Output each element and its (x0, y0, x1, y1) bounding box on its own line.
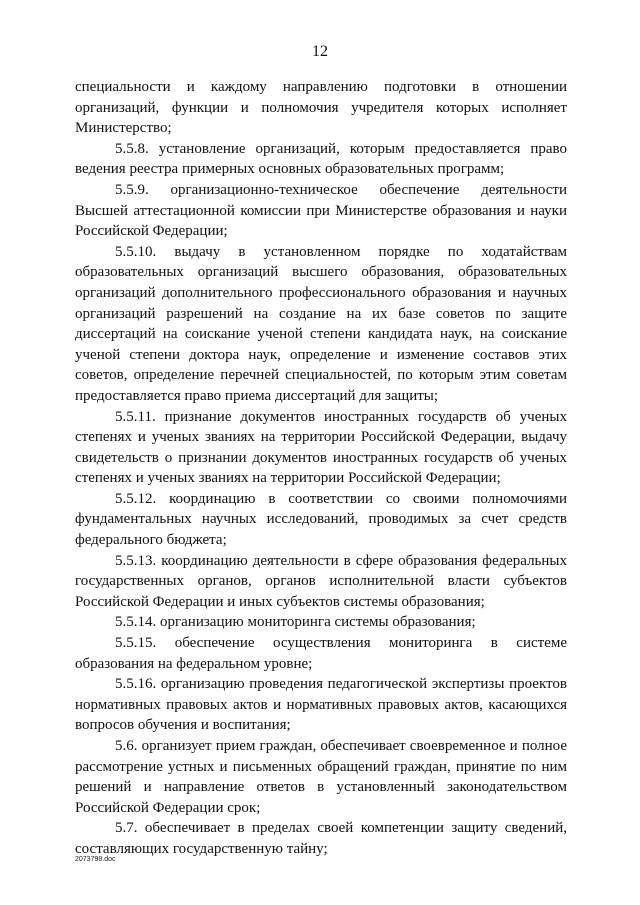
page-number: 12 (312, 43, 328, 60)
paragraph-continuation: специальности и каждому направлению подготовки в отношении организаций, функции и полномочия учредителя которых исполняет Министерство; (75, 79, 567, 137)
paragraph-5-5-8: 5.5.8. установление организаций, которым предоставляется право ведения реестра примерных основных образовательных программ; (75, 140, 567, 178)
paragraph-5-5-12: 5.5.12. координацию в соответствии со своими полномочиями фундаментальных научных исследований, проводимых за счет средств федерального бюджета; (75, 490, 567, 549)
paragraph-5-5-9: 5.5.9. организационно-техническое обеспечение деятельности Высшей аттестационной комиссии при Министерстве образования и науки Российской Федерации; (75, 181, 567, 240)
paragraph-5-7: 5.7. обеспечивает в пределах своей компетенции защиту сведений, составляющих государственную тайну; (75, 820, 567, 857)
paragraph-5-5-15: 5.5.15. обеспечение осуществления мониторинга в системе образования на федеральном уровне; (75, 635, 567, 672)
paragraph-5-5-14: 5.5.14. организацию мониторинга системы образования; (115, 614, 476, 631)
paragraph-5-6: 5.6. организует прием граждан, обеспечивает своевременное и полное рассмотрение устных и письменных обращений граждан, принятие по ним решений и направление ответов в установленный законодательством Российской Федерации срок; (75, 738, 567, 816)
document-body (75, 77, 567, 860)
paragraph-5-5-11: 5.5.11. признание документов иностранных государств об ученых степенях и ученых званиях на территории Российской Федерации, выдачу свидетельств о признании документов иностранных государств об ученых степенях и ученых званиях на территории Российской Федерации; (75, 408, 567, 487)
paragraph-5-5-10: 5.5.10. выдачу в установленном порядке по ходатайствам образовательных организаций высшего образования, образовательных организаций дополнительного профессионального образования и научных организаций разрешений на создание на их базе советов по защите диссертаций на соискание ученой степени кандидата наук, на соискание ученой степени доктора наук, определение и изменение составов этих советов, определение перечней специальностей, по которым этим советам предоставляется право приема диссертаций для защиты; (75, 243, 567, 404)
paragraph-5-5-16: 5.5.16. организацию проведения педагогической экспертизы проектов нормативных правовых актов и нормативных правовых актов, касающихся вопросов обучения и воспитания; (75, 676, 567, 734)
footer-doc-filename: 2073798.doc (75, 856, 116, 863)
paragraph-5-5-13: 5.5.13. координацию деятельности в сфере образования федеральных государственных органов, органов исполнительной власти субъектов Российской Федерации и иных субъектов системы образования; (75, 552, 567, 610)
